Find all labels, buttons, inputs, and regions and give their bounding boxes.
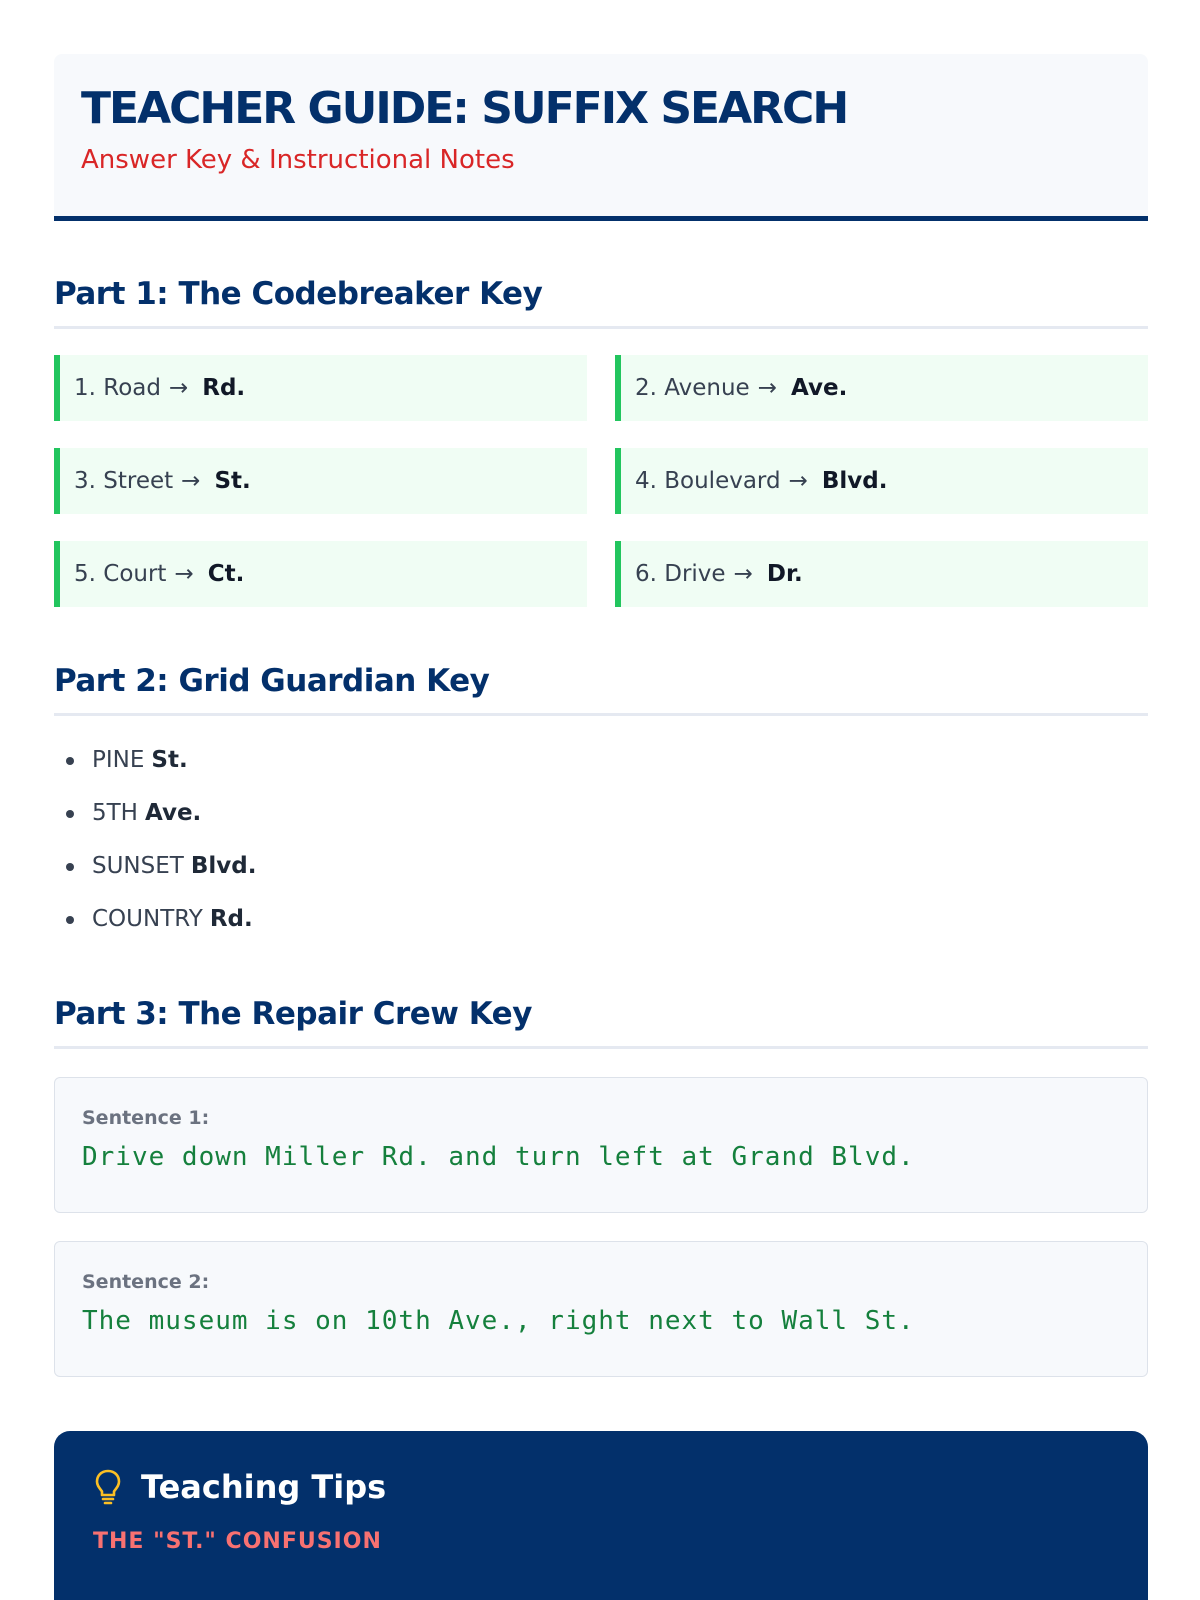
key-abbr: Dr.	[766, 561, 803, 587]
arrow-icon: →	[757, 375, 777, 401]
lightbulb-icon	[93, 1468, 123, 1506]
arrow-icon: →	[181, 468, 201, 494]
arrow-icon: →	[733, 561, 753, 587]
key-card	[54, 541, 587, 607]
key-card	[615, 355, 1148, 421]
bullet-icon	[66, 757, 74, 765]
list-item	[66, 840, 1148, 893]
sentence-label: Sentence 2:	[82, 1271, 210, 1293]
grid-guardian-list	[54, 734, 1148, 946]
key-card	[615, 541, 1148, 607]
bullet-icon	[66, 810, 74, 818]
sentence-text: Drive down Miller Rd. and turn left at Grand Blvd.	[82, 1142, 915, 1172]
key-label: 5. Court	[74, 561, 167, 587]
street-suffix: Rd.	[209, 906, 253, 932]
key-card	[54, 355, 587, 421]
list-item	[66, 893, 1148, 946]
street-name: SUNSET	[92, 853, 184, 879]
key-label: 1. Road	[74, 375, 161, 401]
sentence-box	[54, 1077, 1148, 1213]
header	[54, 54, 1148, 221]
street-suffix: Ave.	[144, 800, 202, 826]
street-suffix: St.	[151, 747, 188, 773]
sentence-label: Sentence 1:	[82, 1107, 210, 1129]
key-abbr: Blvd.	[821, 468, 888, 494]
page-subtitle: Answer Key & Instructional Notes	[81, 145, 515, 175]
key-label: 2. Avenue	[635, 375, 750, 401]
key-abbr: Ave.	[791, 375, 848, 401]
key-abbr: Rd.	[202, 375, 246, 401]
street-suffix: Blvd.	[190, 853, 257, 879]
bullet-icon	[66, 863, 74, 871]
tips-title: Teaching Tips	[141, 1468, 387, 1506]
key-label: 3. Street	[74, 468, 174, 494]
key-card	[615, 448, 1148, 514]
teaching-tips-panel	[54, 1431, 1148, 1600]
street-name: COUNTRY	[92, 906, 203, 932]
sentence-text: The museum is on 10th Ave., right next to Wall St.	[82, 1306, 915, 1336]
arrow-icon: →	[168, 375, 189, 401]
key-card	[54, 448, 587, 514]
arrow-icon: →	[788, 468, 808, 494]
key-label: 4. Boulevard	[635, 468, 781, 494]
part1-title: Part 1: The Codebreaker Key	[54, 276, 1148, 329]
tips-subtitle: THE "ST." CONFUSION	[93, 1529, 382, 1554]
part3-title: Part 3: The Repair Crew Key	[54, 996, 1148, 1049]
key-label: 6. Drive	[635, 561, 726, 587]
page-title: TEACHER GUIDE: SUFFIX SEARCH	[81, 83, 848, 134]
codebreaker-key-grid	[54, 355, 1148, 607]
arrow-icon: →	[174, 561, 194, 587]
street-name: 5TH	[92, 800, 138, 826]
key-abbr: St.	[214, 468, 251, 494]
list-item	[66, 787, 1148, 840]
bullet-icon	[66, 916, 74, 924]
page	[54, 54, 1148, 1600]
list-item	[66, 734, 1148, 787]
street-name: PINE	[92, 747, 145, 773]
part2-title: Part 2: Grid Guardian Key	[54, 663, 1148, 716]
key-abbr: Ct.	[207, 561, 245, 587]
sentence-box	[54, 1241, 1148, 1377]
tips-header	[93, 1467, 1109, 1507]
